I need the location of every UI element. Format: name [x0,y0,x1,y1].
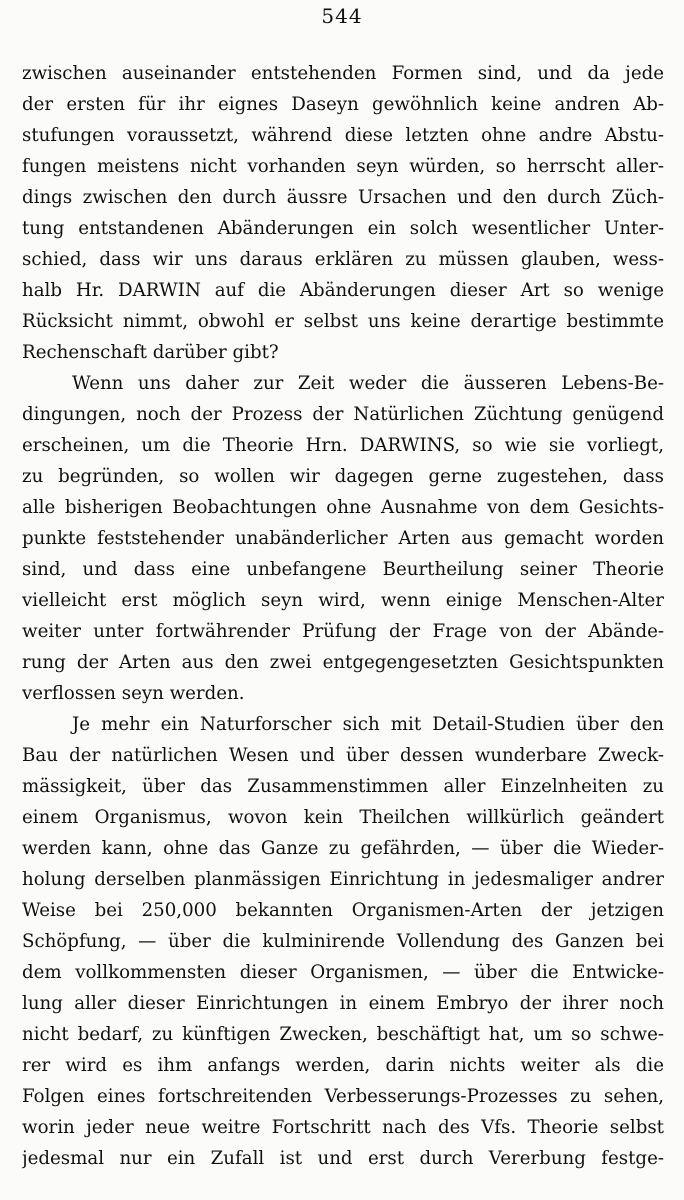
text-line: Folgen eines fortschreitenden Verbesserungs-Prozesses zu sehen, [22,1086,664,1107]
text-line: vielleicht erst möglich seyn wird, wenn einige Menschen-Alter [22,590,664,611]
text-line: fungen meistens nicht vorhanden seyn würden, so herrscht aller- [22,156,664,177]
text-line: Rücksicht nimmt, obwohl er selbst uns keine derartige bestimmte [22,311,664,332]
body-text [22,58,664,1174]
text-line: Wenn uns daher zur Zeit weder die äusseren Lebens-Be- [72,373,664,394]
text-line: mässigkeit, über das Zusammenstimmen aller Einzelnheiten zu [22,776,664,797]
text-line: Schöpfung, — über die kulminirende Vollendung des Ganzen bei [22,931,664,952]
text-line: Bau der natürlichen Wesen und über dessen wunderbare Zweck- [22,745,664,766]
text-line: holung derselben planmässigen Einrichtung in jedesmaliger andrer [22,869,664,890]
text-line: Je mehr ein Naturforscher sich mit Detail-Studien über den [72,714,664,735]
text-line: dem vollkommensten dieser Organismen, — über die Entwicke- [22,962,664,983]
text-line: rung der Arten aus den zwei entgegengesetzten Gesichtspunkten [22,652,664,673]
text-line: zu begründen, so wollen wir dagegen gerne zugestehen, dass [22,466,664,487]
text-line: weiter unter fortwährender Prüfung der Frage von der Abände- [22,621,664,642]
text-line: worin jeder neue weitre Fortschritt nach des Vfs. Theorie selbst [22,1117,664,1138]
text-line: zwischen auseinander entstehenden Formen sind, und da jede [22,63,664,84]
text-line: dings zwischen den durch äussre Ursachen und den durch Züch- [22,187,664,208]
text-line: schied, dass wir uns daraus erklären zu müssen glauben, wess- [22,249,664,270]
text-line: halb Hr. DARWIN auf die Abänderungen dieser Art so wenige [22,280,664,301]
text-line: nicht bedarf, zu künftigen Zwecken, beschäftigt hat, um so schwe- [22,1024,664,1045]
page-number: 544 [321,4,363,28]
text-line: tung entstandenen Abänderungen ein solch wesentlicher Unter- [22,218,664,239]
text-line: Weise bei 250,000 bekannten Organismen-Arten der jetzigen [22,900,664,921]
text-line: jedesmal nur ein Zufall ist und erst durch Vererbung festge- [22,1148,664,1169]
text-line: sind, und dass eine unbefangene Beurtheilung seiner Theorie [22,559,664,580]
text-line: rer wird es ihm anfangs werden, darin nichts weiter als die [22,1055,664,1076]
text-line: stufungen voraussetzt, während diese letzten ohne andre Abstu- [22,125,664,146]
text-line: Rechenschaft darüber gibt? [22,342,279,363]
text-line: punkte feststehender unabänderlicher Arten aus gemacht worden [22,528,664,549]
text-line: erscheinen, um die Theorie Hrn. DARWINS, so wie sie vorliegt, [22,435,664,456]
text-line: dingungen, noch der Prozess der Natürlichen Züchtung genügend [22,404,664,425]
text-line: alle bisherigen Beobachtungen ohne Ausnahme von dem Gesichts- [22,497,664,518]
text-line: werden kann, ohne das Ganze zu gefährden, — über die Wieder- [22,838,664,859]
text-line: einem Organismus, wovon kein Theilchen willkürlich geändert [22,807,664,828]
text-line: verflossen seyn werden. [22,683,245,704]
text-line: der ersten für ihr eignes Daseyn gewöhnlich keine andren Ab- [22,94,664,115]
text-line: lung aller dieser Einrichtungen in einem Embryo der ihrer noch [22,993,664,1014]
